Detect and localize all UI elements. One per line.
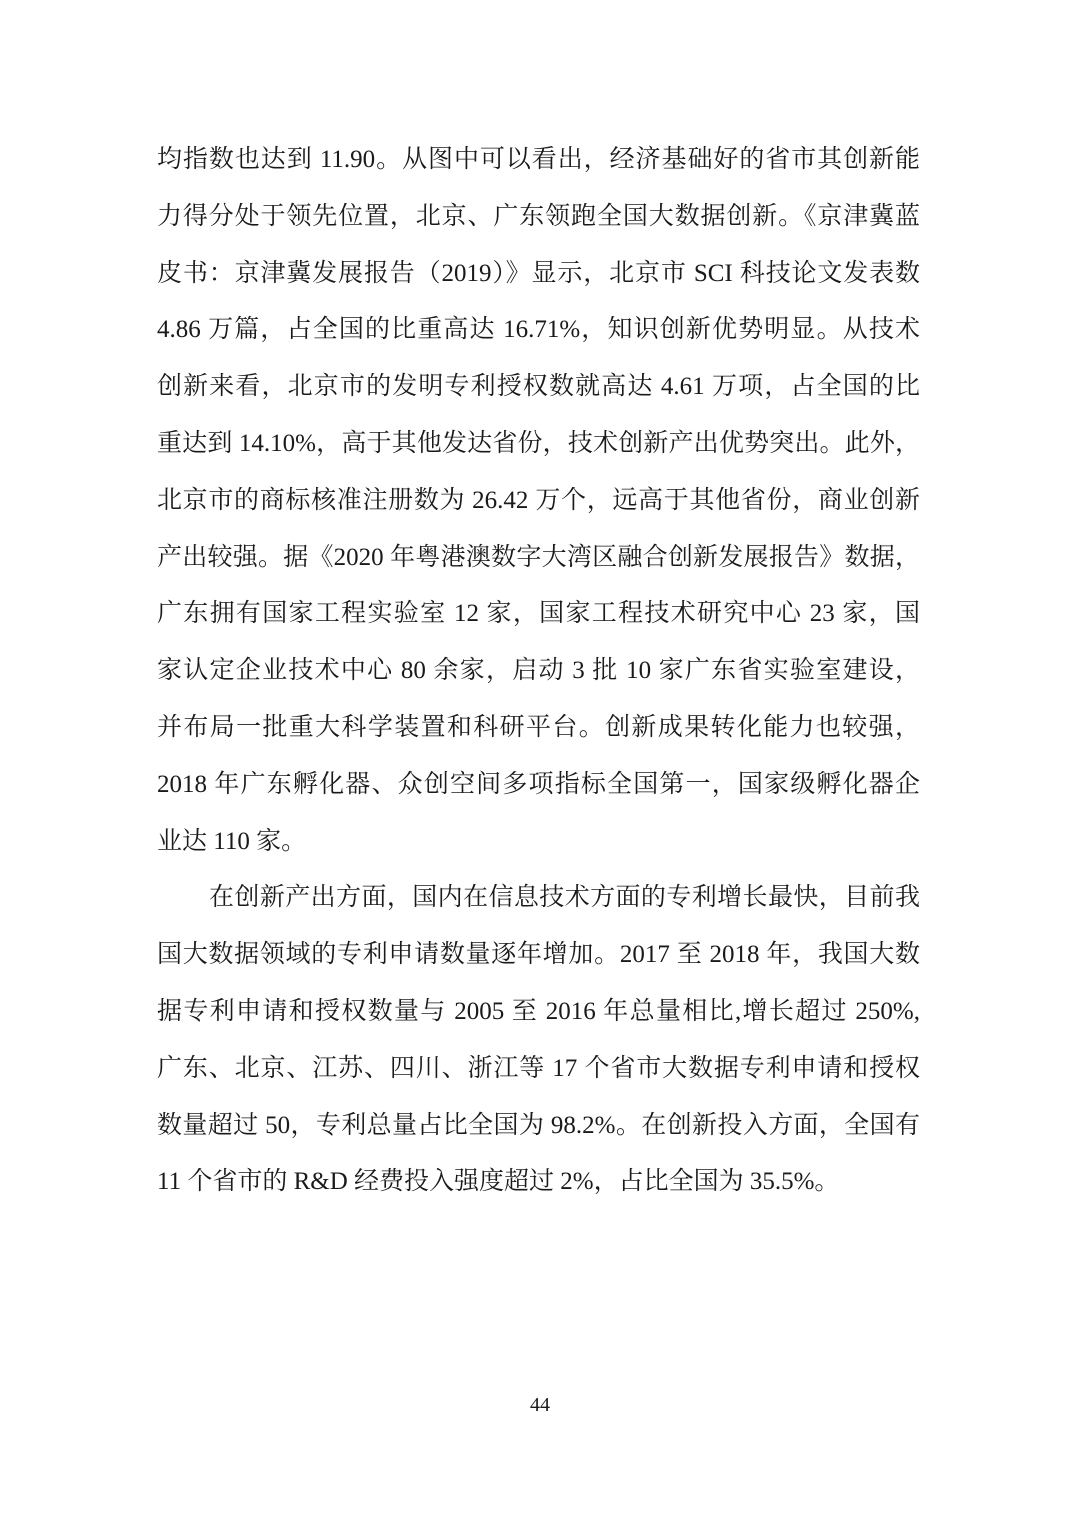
- text-line: 国大数据领域的专利申请数量逐年增加。2017 至 2018 年，我国大数: [157, 941, 920, 969]
- text-line: 并布局一批重大科学装置和科研平台。创新成果转化能力也较强，: [157, 713, 920, 741]
- text-line: 重达到 14.10%，高于其他发达省份，技术创新产出优势突出。此外，: [157, 429, 920, 457]
- text-line: 产出较强。据《2020 年粤港澳数字大湾区融合创新发展报告》数据，: [157, 543, 920, 571]
- text-line: 11 个省市的 R&D 经费投入强度超过 2%，占比全国为 35.5%。: [157, 1168, 840, 1196]
- text-line: 皮书：京津冀发展报告（2019）》显示，北京市 SCI 科技论文发表数: [157, 259, 920, 287]
- text-line: 业达 110 家。: [157, 827, 307, 855]
- text-line: 广东拥有国家工程实验室 12 家，国家工程技术研究中心 23 家，国: [157, 600, 920, 628]
- text-line: 4.86 万篇，占全国的比重高达 16.71%，知识创新优势明显。从技术: [157, 316, 920, 344]
- text-line: 据专利申请和授权数量与 2005 至 2016 年总量相比,增长超过 250%,: [157, 997, 920, 1025]
- text-line: 2018 年广东孵化器、众创空间多项指标全国第一，国家级孵化器企: [157, 770, 920, 798]
- body-text: [157, 132, 920, 1211]
- text-line: 在创新产出方面，国内在信息技术方面的专利增长最快，目前我: [209, 884, 920, 912]
- paragraph-1: [157, 132, 920, 870]
- page-number: 44: [530, 1394, 550, 1416]
- text-line: 创新来看，北京市的发明专利授权数就高达 4.61 万项，占全国的比: [157, 373, 920, 401]
- text-line: 家认定企业技术中心 80 余家，启动 3 批 10 家广东省实验室建设，: [157, 657, 920, 685]
- text-line: 力得分处于领先位置，北京、广东领跑全国大数据创新。《京津冀蓝: [157, 202, 920, 230]
- text-line: 均指数也达到 11.90。从图中可以看出，经济基础好的省市其创新能: [157, 146, 920, 173]
- text-line: 北京市的商标核准注册数为 26.42 万个，远高于其他省份，商业创新: [157, 486, 920, 514]
- text-line: 广东、北京、江苏、四川、浙江等 17 个省市大数据专利申请和授权: [157, 1054, 920, 1082]
- paragraph-2: [157, 870, 920, 1211]
- text-line: 数量超过 50，专利总量占比全国为 98.2%。在创新投入方面，全国有: [157, 1111, 920, 1139]
